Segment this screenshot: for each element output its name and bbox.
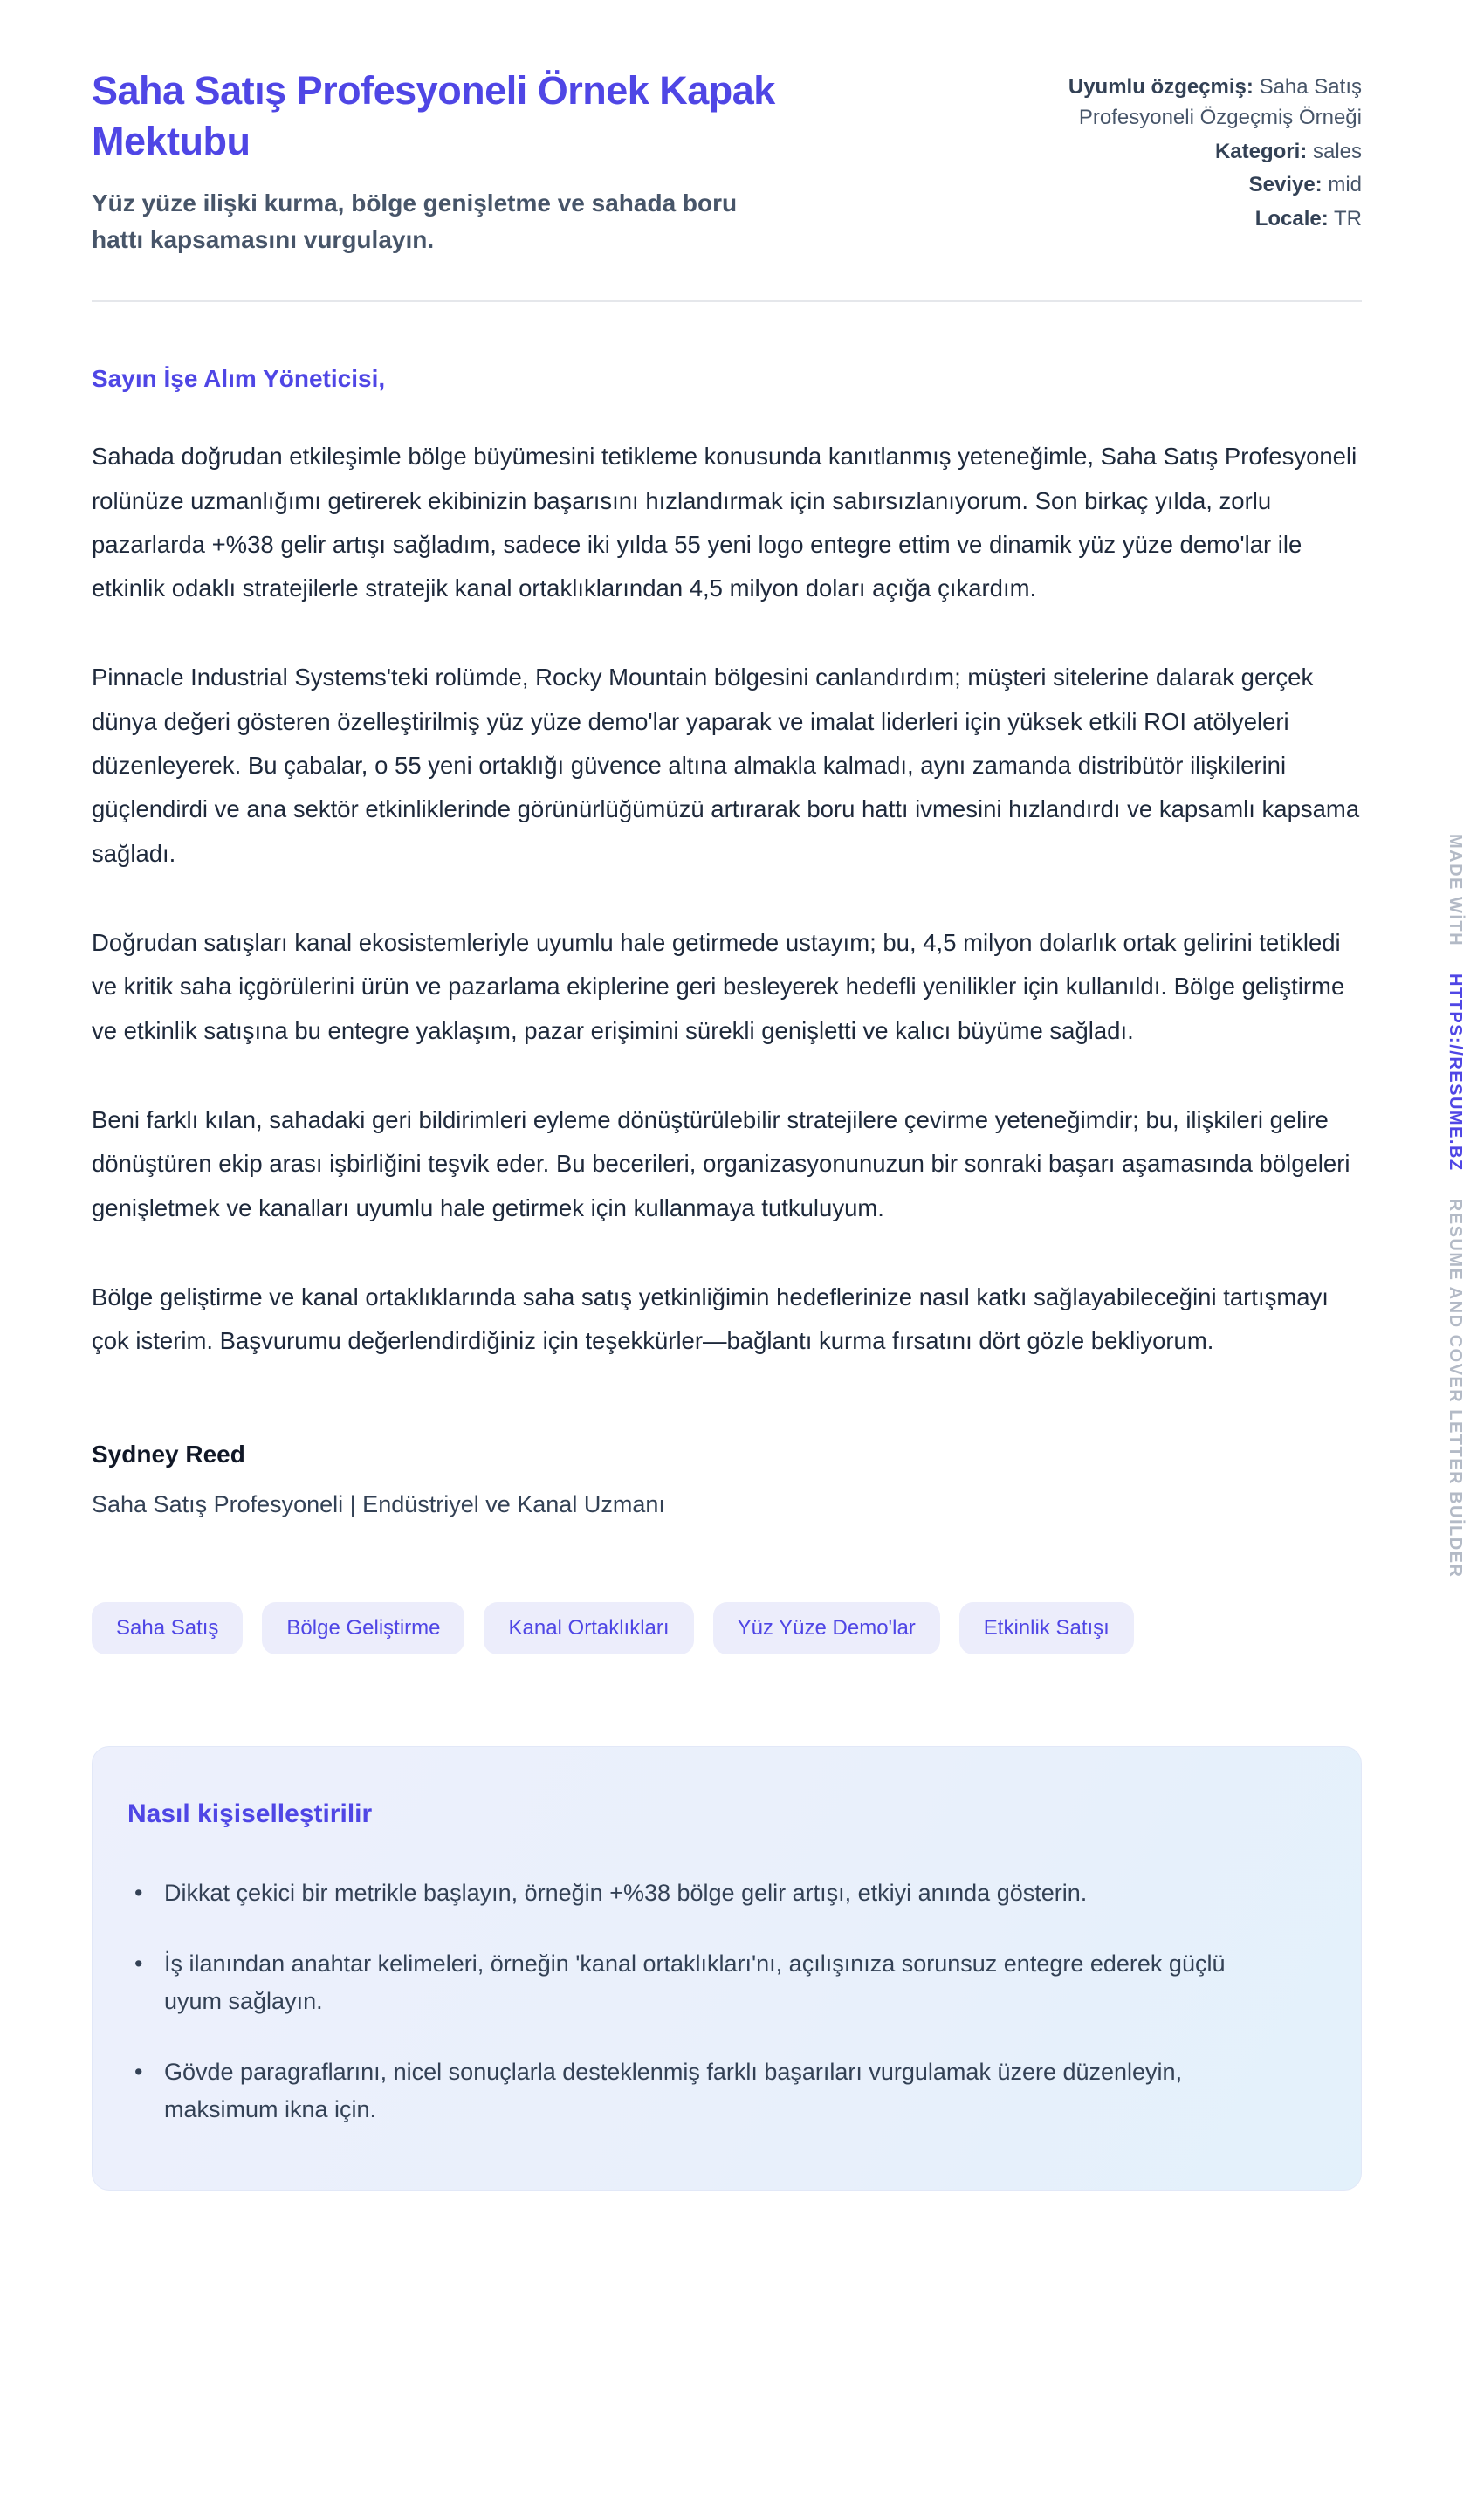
tip-item: • Dikkat çekici bir metrikle başlayın, örneğin +%38 bölge gelir artışı, etkiyi anında gösterin.: [127, 1874, 1271, 1912]
page-subtitle: Yüz yüze ilişki kurma, bölge genişletme ve sahada boru hattı kapsamasını vurgulayın.: [92, 189, 738, 254]
tips-title: Nasıl kişiselleştirilir: [127, 1799, 373, 1828]
tag-saha-satis[interactable]: Saha Satış: [92, 1602, 243, 1654]
letter-body: [92, 365, 1362, 1517]
meta-row-locale: [952, 204, 1362, 235]
meta-label: Locale:: [1254, 207, 1329, 231]
meta-panel: [952, 65, 1362, 238]
letter-paragraph: Pinnacle Industrial Systems'teki rolümde, Rocky Mountain bölgesini canlandırdım; müşteri sitelerine dalarak gerçek dünya değeri gösteren özelleştirilmiş yüz yüze demo'lar yaparak ve imalat liderleri için yüksek etkili ROI atölyeleri düzenleyerek. Bu çabalar, o 55 yeni ortaklığı güvence altına almakla kalmadı, aynı zamanda distribütör ilişkilerini güçlendirdi ve ana sektör etkinliklerinde görünürlüğümüzü artırarak boru hattı ivmesini hızlandırdı ve kapsamlı kapsama sağladı.: [92, 664, 1360, 867]
meta-value: TR: [1334, 207, 1362, 231]
tag-kanal-ortakliklari[interactable]: Kanal Ortaklıkları: [484, 1602, 693, 1654]
header-divider: [92, 300, 1362, 302]
tip-item: • İş ilanından anahtar kelimeleri, örneğin 'kanal ortaklıkları'nı, açılışınıza sorunsuz entegre ederek güçlü uyum sağlayın.: [127, 1945, 1271, 2020]
watermark-prefix: MADE WİTH: [1446, 834, 1465, 947]
meta-label: Seviye:: [1248, 173, 1323, 197]
letter-paragraph: Doğrudan satışları kanal ekosistemleriyle uyumlu hale getirmede ustayım; bu, 4,5 milyon dolarlık ortak gelirini tetikledi ve kritik saha içgörülerini ürün ve pazarlama ekiplerine geri besleyerek hedefli yenilikler için kullanıldı. Bölge geliştirme ve etkinlik satışına bu entegre yaklaşım, pazar erişimini sürekli genişletti ve kalıcı büyüme sağladı.: [92, 929, 1345, 1044]
personalization-tips-box: [92, 1746, 1362, 2191]
letter-paragraph: Sahada doğrudan etkileşimle bölge büyümesini tetikleme konusunda kanıtlanmış yeteneğimle, Saha Satış Profesyoneli rolünüze uzmanlığımı getirerek ekibinizin başarısını hızlandırmak için sabırsızlanıyorum. Son birkaç yılda, zorlu pazarlarda +%38 gelir artışı sağladım, sadece iki yılda 55 yeni logo entegre ettim ve dinamik yüz yüze demo'lar ile etkinlik odaklı stratejilerle stratejik kanal ortaklıklarından 4,5 milyon doları açığa çıkardım.: [92, 443, 1357, 602]
signature-name: Sydney Reed: [92, 1440, 245, 1468]
signature-block: [92, 1441, 1362, 1518]
watermark-link[interactable]: HTTPS://RESUME.BZ: [1446, 973, 1465, 1172]
meta-row-matching-resume: [952, 72, 1362, 134]
meta-value: Saha Satış Profesyoneli Özgeçmiş Örneği: [1078, 75, 1362, 129]
tag-bolge-gelistirme[interactable]: Bölge Geliştirme: [262, 1602, 464, 1654]
letter-paragraph: Beni farklı kılan, sahadaki geri bildirimleri eyleme dönüştürülebilir stratejilere çevirme yeteneğimdir; bu, ilişkileri gelire dönüştüren ekip arası işbirliğini teşvik eder. Bu becerileri, organizasyonunuzun bir sonraki başarı aşamasında bölgeleri genişletmek ve kanalları uyumlu hale getirmek için kullanmaya tutkuluyum.: [92, 1105, 1350, 1221]
watermark-suffix: RESUME AND COVER LETTER BUİLDER: [1446, 1198, 1465, 1579]
meta-label: Uyumlu özgeçmiş:: [1068, 75, 1254, 99]
signature-role: Saha Satış Profesyoneli | Endüstriyel ve Kanal Uzmanı: [92, 1490, 665, 1517]
header: [92, 65, 1362, 258]
letter-paragraph: Bölge geliştirme ve kanal ortaklıklarında saha satış yetkinliğimin hedeflerinize nasıl katkı sağlayabileceğini tartışmayı çok isterim. Başvurumu değerlendirdiğiniz için teşekkürler—bağlantı kurma fırsatını dört gözle bekliyorum.: [92, 1283, 1329, 1355]
meta-row-level: [952, 170, 1362, 201]
meta-value: sales: [1312, 139, 1362, 163]
page-title: Saha Satış Profesyoneli Örnek Kapak Mektubu: [92, 68, 775, 163]
tip-item: • Gövde paragraflarını, nicel sonuçlarla desteklenmiş farklı başarıları vurgulamak üzere düzenleyin, maksimum ikna için.: [127, 2053, 1271, 2129]
tips-list: [127, 1874, 1313, 2129]
header-left: [92, 65, 903, 258]
meta-row-category: [952, 137, 1362, 168]
tag-etkinlik-satisi[interactable]: Etkinlik Satışı: [959, 1602, 1134, 1654]
tag-yuz-yuze-demolar[interactable]: Yüz Yüze Demo'lar: [713, 1602, 940, 1654]
made-with-watermark: [1445, 834, 1465, 1578]
meta-label: Kategori:: [1214, 139, 1308, 163]
meta-value: mid: [1328, 173, 1362, 197]
letter-greeting: Sayın İşe Alım Yöneticisi,: [92, 365, 386, 393]
tag-list: [92, 1602, 1362, 1654]
